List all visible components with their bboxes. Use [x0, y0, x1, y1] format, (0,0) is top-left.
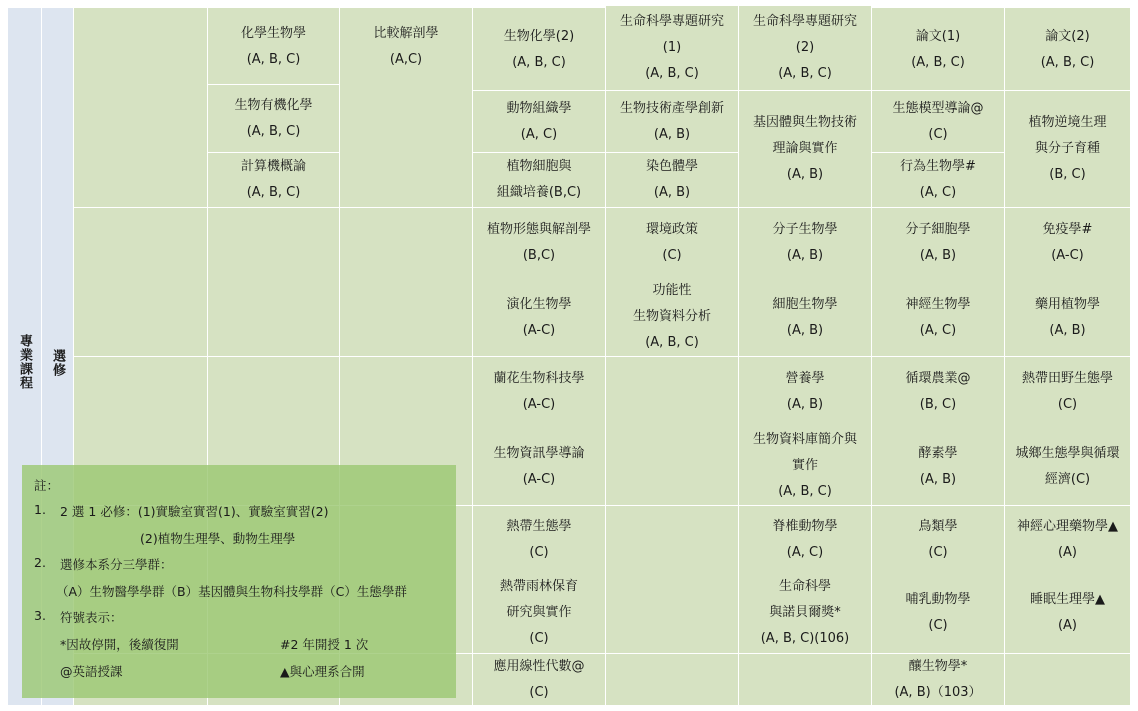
course-group: (A, B, C) [778, 66, 832, 81]
course-group: (A, B, C) [246, 51, 301, 67]
course-group: (A, B, C) [778, 483, 832, 499]
course-cell-plant-morphology [473, 208, 605, 278]
course-cell-chemical-biology [208, 9, 339, 84]
course-cell-circular-agriculture [872, 357, 1004, 427]
course-name-part: 與諾貝爾獎* [769, 605, 841, 620]
elective-label: 選修 [50, 349, 65, 377]
note-text: （A）生物醫學學群（B）基因體與生物科技學群（C）生態學群 [56, 584, 407, 599]
course-cell-evolutionary-biology [473, 280, 605, 356]
course-group: (A, B, C) [645, 66, 699, 81]
course-group: (A, B)（103） [894, 684, 982, 700]
course-name: 比較解剖學 [373, 25, 439, 41]
course-name: 營養學 [785, 371, 825, 386]
course-name: 植物細胞與 [506, 159, 572, 174]
course-name: 分子細胞學 [905, 222, 971, 237]
course-name: 生物化學(2) [503, 28, 575, 44]
course-group: (A-C) [522, 397, 556, 412]
course-cell-plant-stress-breeding [1005, 91, 1130, 207]
course-group: (A,C) [389, 51, 423, 67]
course-name: 循環農業@ [905, 371, 971, 386]
course-name: 城鄉生態學與循環 [1015, 445, 1120, 461]
course-cell-life-science-nobel [739, 573, 871, 653]
course-name: 免疫學# [1042, 222, 1093, 237]
course-name-part: 研究與實作 [506, 605, 572, 620]
course-cell-functional-bioinformatics [606, 278, 738, 356]
course-group: (C) [529, 631, 549, 646]
course-cell-comparative-anatomy [340, 9, 472, 84]
course-group: (A) [1057, 618, 1078, 633]
course-group: (A, B) [919, 471, 957, 487]
course-name: 細胞生物學 [772, 297, 838, 312]
course-group: (A, C) [919, 185, 957, 200]
note-number: 2. [34, 555, 46, 570]
note-text: 選修本系分三學群： [60, 557, 173, 572]
course-name-part: 理論與實作 [772, 141, 838, 156]
course-name: 應用線性代數@ [493, 658, 585, 674]
category-label: 專業課程 [17, 334, 32, 390]
course-name: 熱帶生態學 [506, 518, 572, 534]
course-name: 酵素學 [918, 445, 958, 461]
symbol-legend: #2 年開授 1 次 [280, 637, 369, 652]
course-cell-nutrition [739, 357, 871, 427]
course-cell-animal-histology [473, 91, 605, 152]
course-cell-rainforest-conservation [473, 573, 605, 653]
course-group: (C) [928, 126, 948, 142]
course-name: 脊椎動物學 [772, 518, 838, 534]
course-group: (C) [1057, 397, 1078, 412]
course-group: (C) [529, 684, 549, 700]
note-text: 符號表示： [60, 610, 123, 625]
course-cell-thesis-2 [1005, 9, 1130, 90]
course-group: (A-C) [1051, 248, 1084, 263]
course-cell-behavioral-biology [872, 153, 1004, 207]
course-name: 生物技術產學創新 [619, 100, 724, 116]
course-cell-ornithology [872, 506, 1004, 573]
course-cell-cytogenetics [606, 153, 738, 207]
course-group: (B, C) [919, 397, 957, 412]
course-group: (A, B) [786, 167, 824, 182]
course-name: 神經心理藥物學▲ [1017, 518, 1118, 534]
course-cell-urban-rural-ecology [1005, 428, 1130, 505]
course-cell-vertebrate-zoology [739, 506, 871, 573]
course-name: 熱帶雨林保育 [499, 579, 578, 594]
course-name: 植物逆境生理 [1028, 115, 1107, 130]
symbol-legend: ▲與心理系合開 [280, 664, 365, 679]
course-group: (A, B) [653, 126, 691, 142]
course-name: 鳥類學 [918, 518, 958, 534]
course-name: 論文(2) [1045, 28, 1090, 44]
course-cell-plant-tissue-culture [473, 153, 605, 207]
note-number: 1. [34, 502, 46, 517]
course-group: (A, B) [919, 248, 957, 263]
course-name: 演化生物學 [506, 297, 572, 312]
course-group: (A, B) [786, 397, 824, 412]
course-name-part: 與分子育種 [1034, 141, 1100, 156]
course-cell-immunology [1005, 208, 1130, 278]
course-cell-bioorganic-chemistry [208, 85, 339, 152]
course-name: 生態模型導論@ [892, 100, 984, 116]
symbol-legend: @英語授課 [60, 664, 123, 679]
course-name-part: 組織培養(B,C) [496, 185, 582, 200]
course-name: 植物形態與解剖學 [486, 222, 591, 237]
course-name: 論文(1) [915, 28, 961, 44]
course-group: (A) [1057, 544, 1078, 560]
course-name: 神經生物學 [905, 297, 971, 312]
course-cell-biotech-innovation [606, 91, 738, 152]
course-cell-tropical-ecology [473, 506, 605, 573]
course-group: (A, B, C)(106) [760, 631, 850, 646]
course-cell-orchid-biotech [473, 357, 605, 427]
course-cell-biochemistry-2 [473, 9, 605, 90]
course-group: (A, B, C) [512, 54, 566, 70]
course-cell-mammalogy [872, 573, 1004, 653]
course-group: (A, C) [520, 126, 558, 142]
course-name: 環境政策 [645, 222, 698, 237]
course-group: (A, B, C) [246, 185, 301, 200]
course-group: (C) [928, 544, 948, 560]
course-group: (C) [529, 544, 549, 560]
course-group: (A, B) [1049, 323, 1086, 338]
symbol-legend: *因故停開，後續復開 [60, 637, 179, 652]
course-name: 分子生物學 [772, 222, 838, 237]
course-name: 基因體與生物技術 [752, 115, 857, 130]
course-name: 睡眠生理學▲ [1030, 592, 1105, 607]
course-group: (A-C) [522, 323, 556, 338]
course-group: (A, B, C) [911, 54, 965, 70]
course-name: 生物有機化學 [234, 97, 313, 113]
course-name: 染色體學 [645, 159, 698, 174]
course-group: (A, B, C) [246, 123, 301, 139]
course-name: 功能性 [652, 283, 692, 298]
course-group: (A, B) [653, 185, 691, 200]
course-group: (B, C) [1049, 167, 1086, 182]
course-name-part: 實作 [791, 457, 818, 473]
course-cell-bio-database [739, 426, 871, 505]
course-cell-ecological-modeling [872, 91, 1004, 152]
course-name: 計算機概論 [240, 159, 306, 174]
course-cell-intro-computer [208, 153, 339, 207]
course-name-part: 經濟(C) [1044, 471, 1091, 487]
course-cell-neuropsychopharmacology [1005, 506, 1130, 573]
course-name: 藥用植物學 [1034, 297, 1100, 312]
course-name: 生物資訊學導論 [493, 445, 585, 461]
notes-panel [22, 465, 456, 698]
course-name: 哺乳動物學 [905, 592, 971, 607]
course-cell-thesis-1 [872, 9, 1004, 90]
course-cell-enzymology [872, 428, 1004, 505]
course-name: 蘭花生物科技學 [493, 371, 585, 386]
course-cell-special-topics-1 [606, 6, 738, 90]
course-group: (C) [928, 618, 948, 633]
course-name-part: (1) [662, 40, 682, 55]
note-number: 3. [34, 608, 46, 623]
course-cell-molecular-biology [739, 208, 871, 278]
course-group: (A, C) [786, 544, 824, 560]
course-group: (A, B, C) [1040, 54, 1095, 70]
course-cell-neurobiology [872, 280, 1004, 356]
course-group: (A-C) [522, 471, 556, 487]
course-name: 生命科學專題研究 [752, 14, 857, 29]
course-group: (A, B) [786, 323, 824, 338]
course-cell-environmental-policy [606, 208, 738, 278]
notes-title: 註： [34, 478, 60, 493]
course-name: 動物組織學 [506, 100, 572, 116]
course-group: (A, C) [919, 323, 957, 338]
course-cell-molecular-cytology [872, 208, 1004, 278]
course-group: (A, B) [786, 248, 824, 263]
course-name: 熱帶田野生態學 [1021, 371, 1113, 386]
note-text: (2)植物生理學、動物生理學 [140, 531, 296, 546]
course-cell-tropical-field-ecology [1005, 357, 1130, 427]
course-name: 化學生物學 [240, 25, 306, 41]
course-name: 生物資料庫簡介與 [752, 431, 857, 447]
course-cell-genomics-biotech [739, 91, 871, 207]
course-cell-intro-bioinformatics [473, 428, 605, 505]
course-name-part: 生物資料分析 [632, 309, 711, 324]
course-cell-zymology [872, 654, 1004, 705]
course-name-part: (2) [795, 40, 815, 55]
course-name: 生命科學 [778, 579, 831, 594]
course-cell-applied-linear-algebra [473, 654, 605, 705]
course-name: 生命科學專題研究 [619, 14, 724, 29]
course-cell-medicinal-plants [1005, 280, 1130, 356]
course-cell-special-topics-2 [739, 6, 871, 90]
course-name: 行為生物學# [900, 159, 976, 174]
course-cell-cell-biology [739, 280, 871, 356]
note-text: 2 選 1 必修：(1)實驗室實習(1)、實驗室實習(2) [60, 504, 329, 519]
course-name: 釀生物學* [908, 658, 968, 674]
course-group: (B,C) [522, 248, 556, 263]
course-cell-sleep-physiology [1005, 573, 1130, 653]
course-group: (A, B, C) [645, 335, 699, 350]
course-group: (C) [662, 248, 682, 263]
